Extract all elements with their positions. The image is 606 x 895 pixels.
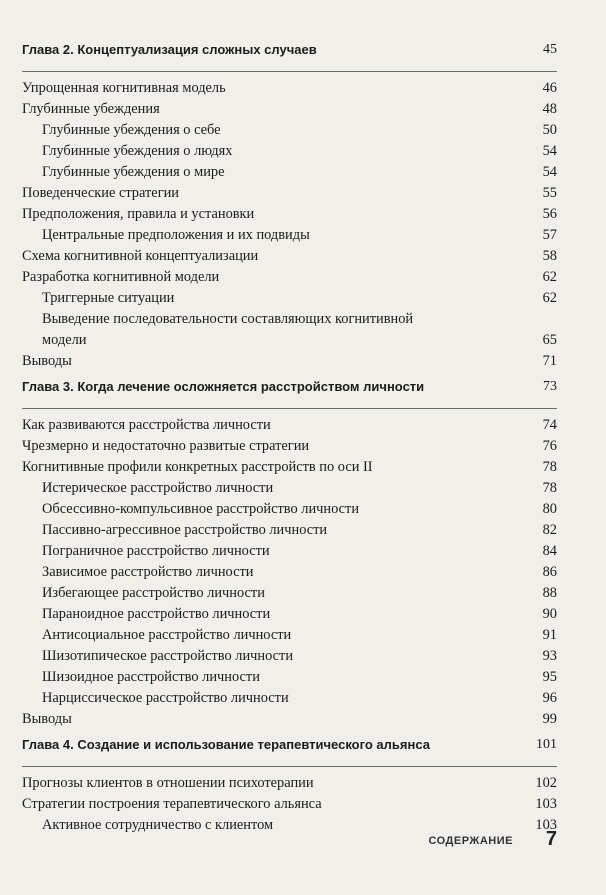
toc-entry [22,246,557,267]
toc-entry-page: 86 [542,564,557,580]
toc-entry-title: Зависимое расстройство личности [42,564,254,580]
toc-entry-page: 82 [542,522,557,538]
toc-entry-title: Нарциссическое расстройство личности [42,690,289,706]
toc-entry-page: 91 [542,627,557,643]
toc-entry-page: 65 [542,332,557,348]
toc-entry [22,99,557,120]
toc-entry-title: Глубинные убеждения о мире [42,164,225,180]
toc-entry-title: Обсессивно-компульсивное расстройство личности [42,501,360,517]
toc-entry [22,773,557,794]
toc-entry [22,120,557,141]
toc-entry-page: 102 [535,775,557,791]
running-header-section: СОДЕРЖАНИЕ [428,835,513,847]
toc-entry-title: Шизоидное расстройство личности [42,669,260,685]
toc-entry-title: Глубинные убеждения [22,101,160,117]
toc-entry-page: 62 [542,290,557,306]
table-of-contents [22,41,557,842]
toc-entry-page: 103 [535,817,557,833]
toc-entry-page: 50 [542,122,557,138]
toc-entry-title: Стратегии построения терапевтического альянса [22,796,322,812]
toc-entry-page: 56 [542,206,557,222]
toc-entry-title: Истерическое расстройство личности [42,480,274,496]
toc-entry-page: 57 [542,227,557,243]
toc-entry-page: 78 [542,480,557,496]
toc-entry-title: Разработка когнитивной модели [22,269,220,285]
toc-entry [22,436,557,457]
chapter-heading [22,378,557,409]
toc-entry [22,667,557,688]
toc-entry-page: 84 [542,543,557,559]
toc-entry-page: 95 [542,669,557,685]
toc-entry-page: 62 [542,269,557,285]
chapter-title: Глава 4. Создание и использование терапевтического альянса [22,737,430,752]
toc-entry [22,562,557,583]
toc-entry [22,309,557,351]
toc-entry [22,604,557,625]
chapter-title: Глава 2. Концептуализация сложных случаев [22,42,317,57]
toc-entry [22,794,557,815]
toc-entry [22,225,557,246]
toc-entry [22,141,557,162]
toc-entry [22,646,557,667]
toc-entry-title: Поведенческие стратегии [22,185,179,201]
toc-entry-title: Центральные предположения и их подвиды [42,227,310,243]
toc-entry-title: Пограничное расстройство личности [42,543,270,559]
toc-entry-page: 54 [542,164,557,180]
toc-entry-title: Чрезмерно и недостаточно развитые стратегии [22,438,310,454]
toc-entry-page: 74 [542,417,557,433]
toc-entry-page: 46 [542,80,557,96]
toc-entry-page: 99 [542,711,557,727]
toc-entry [22,78,557,99]
toc-entry-title: Активное сотрудничество с клиентом [42,817,274,833]
toc-entry [22,541,557,562]
toc-entry-title: Триггерные ситуации [42,290,175,306]
toc-entry [22,267,557,288]
toc-entry-page: 90 [542,606,557,622]
toc-entry-page: 93 [542,648,557,664]
toc-entry-page: 58 [542,248,557,264]
toc-entry-page: 80 [542,501,557,517]
toc-entry-page: 88 [542,585,557,601]
toc-entry-page: 55 [542,185,557,201]
toc-entry [22,478,557,499]
toc-entry-title: Предположения, правила и установки [22,206,255,222]
chapter-page: 45 [543,42,557,57]
page-footer [0,826,557,850]
toc-entry [22,162,557,183]
toc-entry-title: Параноидное расстройство личности [42,606,271,622]
toc-entry [22,204,557,225]
chapter-page: 73 [543,379,557,394]
toc-entry [22,415,557,436]
toc-entry [22,688,557,709]
toc-entry-page: 103 [535,796,557,812]
toc-entry-title: Когнитивные профили конкретных расстройств по оси II [22,459,373,475]
chapter-page: 101 [536,737,557,752]
toc-entry-page: 54 [542,143,557,159]
toc-entry [22,288,557,309]
toc-entry-title: Пассивно-агрессивное расстройство личности [42,522,328,538]
toc-entry-title: Выведение последовательности составляющих когнитивной модели [42,311,414,348]
toc-entry-title: Шизотипическое расстройство личности [42,648,294,664]
chapter-heading [22,41,557,72]
page-number: 7 [545,828,557,850]
toc-entry-title: Как развиваются расстройства личности [22,417,271,433]
toc-entry-title: Избегающее расстройство личности [42,585,265,601]
toc-entry-page: 96 [542,690,557,706]
toc-entry [22,183,557,204]
toc-entry-page: 76 [542,438,557,454]
toc-entry [22,520,557,541]
toc-entry [22,457,557,478]
toc-entry-title: Прогнозы клиентов в отношении психотерапии [22,775,314,791]
toc-entry-title: Глубинные убеждения о себе [42,122,221,138]
toc-entry [22,709,557,730]
toc-entry [22,625,557,646]
toc-entry-page: 48 [542,101,557,117]
chapter-heading [22,736,557,767]
toc-entry-title: Выводы [22,711,72,727]
toc-entry-title: Антисоциальное расстройство личности [42,627,292,643]
toc-entry-title: Упрощенная когнитивная модель [22,80,226,96]
toc-entry-title: Глубинные убеждения о людях [42,143,233,159]
toc-entry [22,583,557,604]
toc-entry-title: Выводы [22,353,72,369]
toc-entry [22,351,557,372]
toc-entry-page: 71 [542,353,557,369]
toc-entry [22,499,557,520]
toc-entry-page: 78 [542,459,557,475]
chapter-title: Глава 3. Когда лечение осложняется расстройством личности [22,379,425,394]
toc-entry-title: Схема когнитивной концептуализации [22,248,259,264]
